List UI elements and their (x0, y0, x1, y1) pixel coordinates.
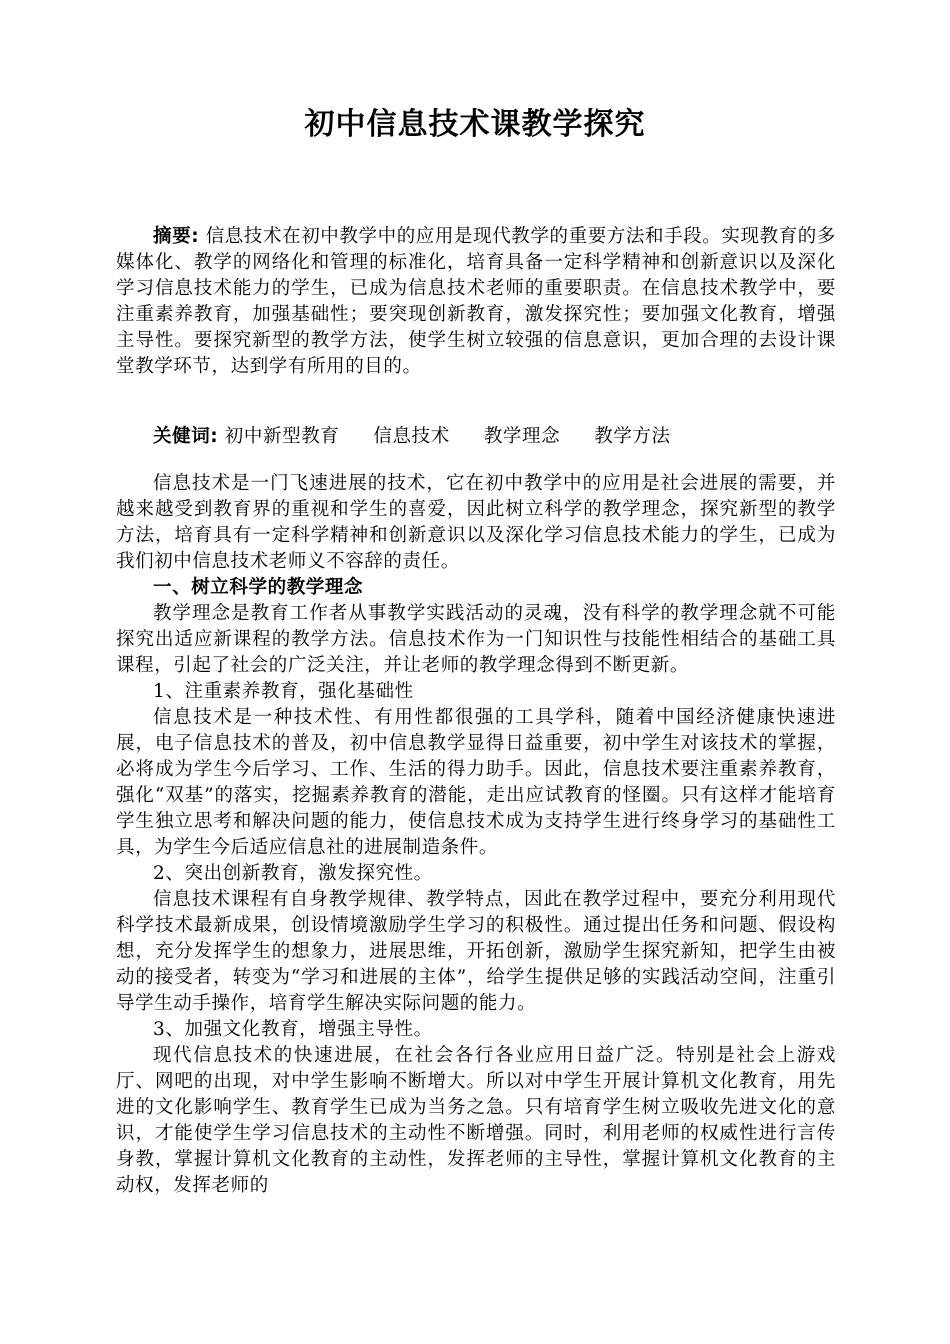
keywords-paragraph (116, 424, 836, 450)
section-paragraph: 教学理念是教育工作者从事教学实践活动的灵魂，没有科学的教学理念就不可能探究出适应新课程的教学方法。信息技术作为一门知识性与技能性相结合的基础工具课程，引起了社会的广泛关注，并让老师的教学理念得到不断更新。 (116, 603, 836, 676)
keyword-item: 信息技术 (373, 426, 450, 447)
section-heading: 一、树立科学的教学理念 (153, 577, 364, 598)
keywords-label: 关健词: (153, 426, 219, 447)
subsection-heading: 1、注重素养教育，强化基础性 (153, 681, 414, 702)
subsection-paragraph: 现代信息技术的快速进展，在社会各行各业应用日益广泛。特别是社会上游戏厅、网吧的出现，对中学生影响不断增大。所以对中学生开展计算机文化教育，用先进的文化影响学生、教育学生已成为当务之急。只有培育学生树立吸收先进文化的意识，才能使学生学习信息技术的主动性不断增强。同时，利用老师的权威性进行言传身教，掌握计算机文化教育的主动性，发挥老师的主导性，掌握计算机文化教育的主动权，发挥老师的 (116, 1045, 836, 1196)
intro-paragraph: 信息技术是一门飞速进展的技术，它在初中教学中的应用是社会进展的需要，并越来越受到教育界的重视和学生的喜爱，因此树立科学的教学理念，探究新型的教学方法，培育具有一定科学精神和创新意识以及深化学习信息技术能力的学生，已成为我们初中信息技术老师义不容辞的责任。 (116, 473, 836, 572)
subsection-heading: 2、突出创新教育，激发探究性。 (153, 863, 433, 884)
subsection-heading: 3、加强文化教育，增强主导性。 (153, 1019, 433, 1040)
subsection-paragraph: 信息技术课程有自身教学规律、教学特点，因此在教学过程中，要充分利用现代科学技术最新成果，创设情境激励学生学习的积极性。通过提出任务和问题、假设构想，充分发挥学生的想象力，进展思维，开拓创新，激励学生探究新知，把学生由被动的接受者，转变为“学习和进展的主体”，给学生提供足够的实践活动空间，注重引导学生动手操作，培育学生解决实际问题的能力。 (116, 889, 836, 1014)
document-title: 初中信息技术课教学探究 (304, 107, 646, 142)
abstract-paragraph (116, 224, 836, 380)
keyword-item: 教学理念 (483, 426, 561, 447)
main-body (116, 471, 836, 1199)
keyword-item: 初中新型教育 (224, 426, 340, 447)
abstract-label: 摘要: (153, 226, 200, 247)
keywords-block (116, 424, 836, 450)
abstract-block (116, 224, 836, 380)
keyword-item: 教学方法 (594, 426, 671, 447)
abstract-text: 信息技术在初中教学中的应用是现代教学的重要方法和手段。实现教育的多媒体化、教学的网络化和管理的标准化，培育具备一定科学精神和创新意识以及深化学习信息技术能力的学生，已成为信息技术老师的重要职责。在信息技术教学中，要注重素养教育，加强基础性；要突现创新教育，激发探究性；要加强文化教育，增强主导性。要探究新型的教学方法，使学生树立较强的信息意识，更加合理的去设计课堂教学环节，达到学有所用的目的。 (116, 226, 836, 377)
subsection-paragraph: 信息技术是一种技术性、有用性都很强的工具学科，随着中国经济健康快速进展，电子信息技术的普及，初中信息教学显得日益重要，初中学生对该技术的掌握，必将成为学生今后学习、工作、生活的得力助手。因此，信息技术要注重素养教育，强化“双基”的落实，挖掘素养教育的潜能，走出应试教育的怪圈。只有这样才能培育学生独立思考和解决问题的能力，使信息技术成为支持学生进行终身学习的基础性工具，为学生今后适应信息社的进展制造条件。 (116, 707, 836, 858)
